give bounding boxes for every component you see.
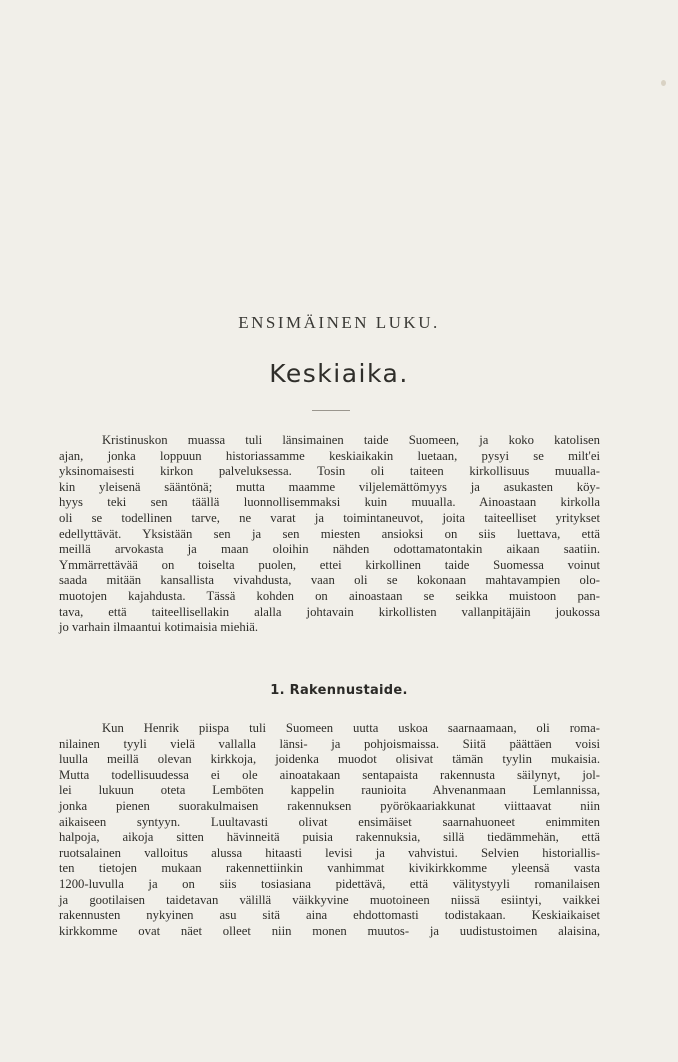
text-line: oli se todellinen tarve, ne varat ja toimintaneuvot, joita taiteelliset yritykset [59,510,600,525]
text-line: tava, että taiteellisellakin alalla johtavain kirkollisten vallanpitäjäin joukossa [59,604,600,619]
text-line: ruotsalainen valloitus alussa hitaasti levisi ja vahvistui. Selvien historiallis- [59,845,600,860]
text-line: saada mitään kansallista vivahdusta, vaan oli se kokonaan mahtavampien olo- [59,573,600,588]
text-line: ten tietojen mukaan rakennettiinkin vanhimmat kivikirkkomme yleensä vasta [59,861,600,876]
chapter-title: Keskiaika. [269,359,409,388]
text-line: muotojen kajahdusta. Tässä kohden on ainoastaan se seikka muistoon pan- [59,588,600,603]
text-line: Ymmärrettävää on toiselta puolen, ettei kirkollinen taide Suomessa voinut [59,557,600,572]
text-line: yksinomaisesti kirkon palveluksessa. Tosin oli taiteen kirkollisuus muualla- [59,464,600,479]
text-line: hyys teki sen täällä luonnollisemmaksi kuin muualla. Ainoastaan kirkolla [59,495,600,510]
text-line: rakennusten nykyinen asu sitä aina ehdottomasti todistakaan. Keskiaikaiset [59,908,600,923]
text-line: jonka pienen suorakulmaisen rakennuksen pyörökaariakkunat viittaavat niin [59,798,600,813]
text-line: Kun Henrik piispa tuli Suomeen uutta uskoa saarnaamaan, oli roma- [102,721,600,735]
paper-spot [661,80,666,86]
text-line: halpoja, aikoja sitten hävinneitä puisia rakennuksia, sillä tiedämmehän, että [59,830,600,845]
text-line: kirkkomme ovat näet olleet niin monen muutos- ja uudistustoimen alaisina, [59,923,600,938]
section-heading: 1. Rakennustaide. [270,683,408,698]
text-line: lei lukuun oteta Lemböten kappelin raunioita Ahvenanmaan Lemlannissa, [59,783,600,798]
text-line: jo varhain ilmaantui kotimaisia miehiä. [59,620,259,635]
text-line: Mutta todellisuudessa ei ole ainoatakaan sentapaista rakennusta säilynyt, jol- [59,767,600,782]
text-line: nilainen tyyli vielä vallalla länsi- ja pohjoismaissa. Siitä päättäen voisi [59,736,600,751]
section-paragraph [59,721,600,939]
text-line: 1200-luvulla ja on siis tosiasiana pidettävä, että välitystyyli romanilaisen [59,876,600,891]
title-divider [312,410,350,411]
text-line: luulla meillä olevan kirkkoja, joidenka muodot olisivat tämän tyylin mukaisia. [59,752,600,767]
text-line: aikaiseen syntyyn. Luultavasti olivat ensimäiset saarnahuoneet enimmiten [59,814,600,829]
text-line: kin yleisenä sääntönä; mutta maamme viljelemättömyys ja asukasten köy- [59,479,600,494]
text-line: ja gootilaisen taidetavan välillä väikkyvine muotoineen niissä esiintyi, vaikkei [59,892,600,907]
text-line: meillä arvokasta ja maan oloihin nähden odottamatontakin aikaan saatiin. [59,542,600,557]
text-line: Kristinuskon muassa tuli länsimainen taide Suomeen, ja koko katolisen [102,433,600,447]
intro-paragraph [59,433,600,636]
text-line: edellyttävät. Yksistään sen ja sen miesten ansioksi on siis luettava, että [59,526,600,541]
text-line: ajan, jonka loppuun historiassamme keskiaikakin luetaan, pysyi se milt'ei [59,448,600,463]
chapter-heading: ENSIMÄINEN LUKU. [238,313,440,332]
